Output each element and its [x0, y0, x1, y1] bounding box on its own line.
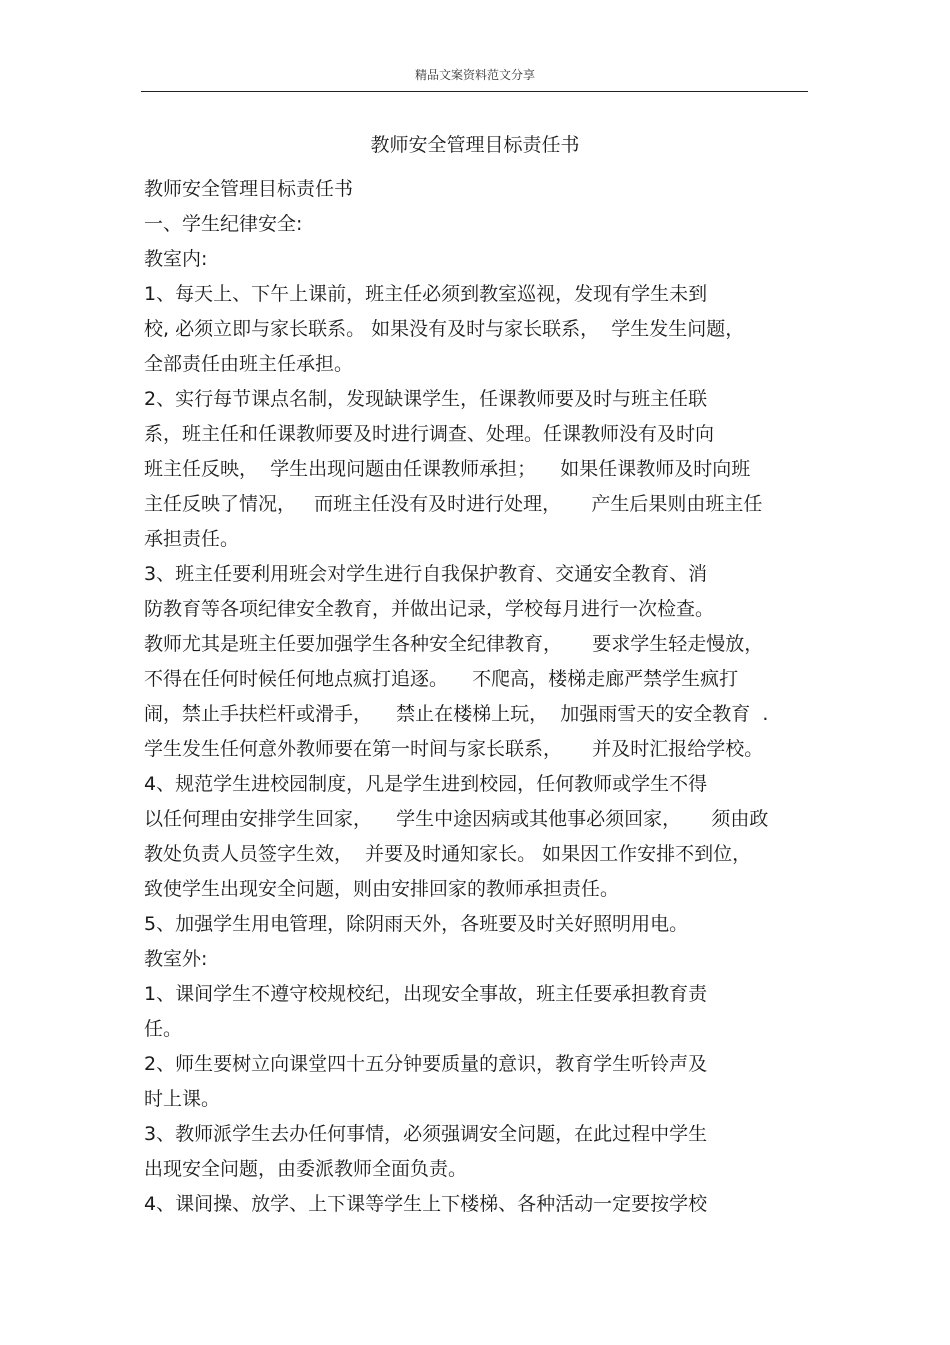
body-line: 校, 必须立即与家长联系。 如果没有及时与家长联系， 学生发生问题， [144, 318, 745, 340]
body-line: 系，班主任和任课教师要及时进行调查、处理。任课教师没有及时向 [144, 423, 715, 445]
body-line: 全部责任由班主任承担。 [144, 353, 354, 375]
body-line: 致使学生出现安全问题，则由安排回家的教师承担责任。 [144, 878, 620, 900]
body-line: 教师安全管理目标责任书 [144, 178, 354, 200]
page-header: 精品文案资料范文分享 [414, 68, 535, 82]
body-line: 2、实行每节课点名制，发现缺课学生，任课教师要及时与班主任联 [144, 388, 708, 410]
body-line: 承担责任。 [144, 528, 240, 550]
body-line: 出现安全问题，由委派教师全面负责。 [144, 1158, 468, 1180]
body-line: 时上课。 [144, 1088, 221, 1110]
body-line: 4、课间操、放学、上下课等学生上下楼梯、各种活动一定要按学校 [144, 1193, 708, 1215]
body-line: 教师尤其是班主任要加强学生各种安全纪律教育， 要求学生轻走慢放， [144, 633, 764, 655]
document-title: 教师安全管理目标责任书 [370, 134, 580, 156]
body-line: 教室内: [144, 248, 208, 270]
body-line: 3、教师派学生去办任何事情，必须强调安全问题，在此过程中学生 [144, 1123, 708, 1145]
body-line: 任。 [144, 1018, 183, 1040]
body-line: 不得在任何时候任何地点疯打追逐。 不爬高，楼梯走廊严禁学生疯打 [144, 668, 739, 690]
body-line: 3、班主任要利用班会对学生进行自我保护教育、交通安全教育、消 [144, 563, 708, 585]
body-line: 主任反映了情况， 而班主任没有及时进行处理， 产生后果则由班主任 [144, 493, 763, 515]
body-line: 学生发生任何意外教师要在第一时间与家长联系， 并及时汇报给学校。 [144, 738, 764, 760]
body-line: 教处负责人员签字生效， 并要及时通知家长。 如果因工作安排不到位， [144, 843, 752, 865]
body-line: 教室外: [144, 948, 208, 970]
body-line: 2、师生要树立向课堂四十五分钟要质量的意识，教育学生听铃声及 [144, 1053, 708, 1075]
body-line: 4、规范学生进校园制度，凡是学生进到校园，任何教师或学生不得 [144, 773, 708, 795]
body-line: 5、加强学生用电管理，除阴雨天外，各班要及时关好照明用电。 [144, 913, 689, 935]
body-line: 1、课间学生不遵守校规校纪，出现安全事故，班主任要承担教育责 [144, 983, 708, 1005]
body-line: 一、学生纪律安全: [144, 213, 303, 235]
header-divider [141, 91, 808, 92]
body-line: 1、每天上、下午上课前，班主任必须到教室巡视，发现有学生未到 [144, 283, 708, 305]
document-body [144, 172, 824, 1222]
body-line: 防教育等各项纪律安全教育，并做出记录，学校每月进行一次检查。 [144, 598, 715, 620]
body-line: 闹，禁止手扶栏杆或滑手， 禁止在楼梯上玩， 加强雨雪天的安全教育 . [144, 703, 769, 725]
body-line: 班主任反映， 学生出现问题由任课教师承担； 如果任课教师及时向班 [144, 458, 751, 480]
body-line: 以任何理由安排学生回家， 学生中途因病或其他事必须回家， 须由政 [144, 808, 769, 830]
